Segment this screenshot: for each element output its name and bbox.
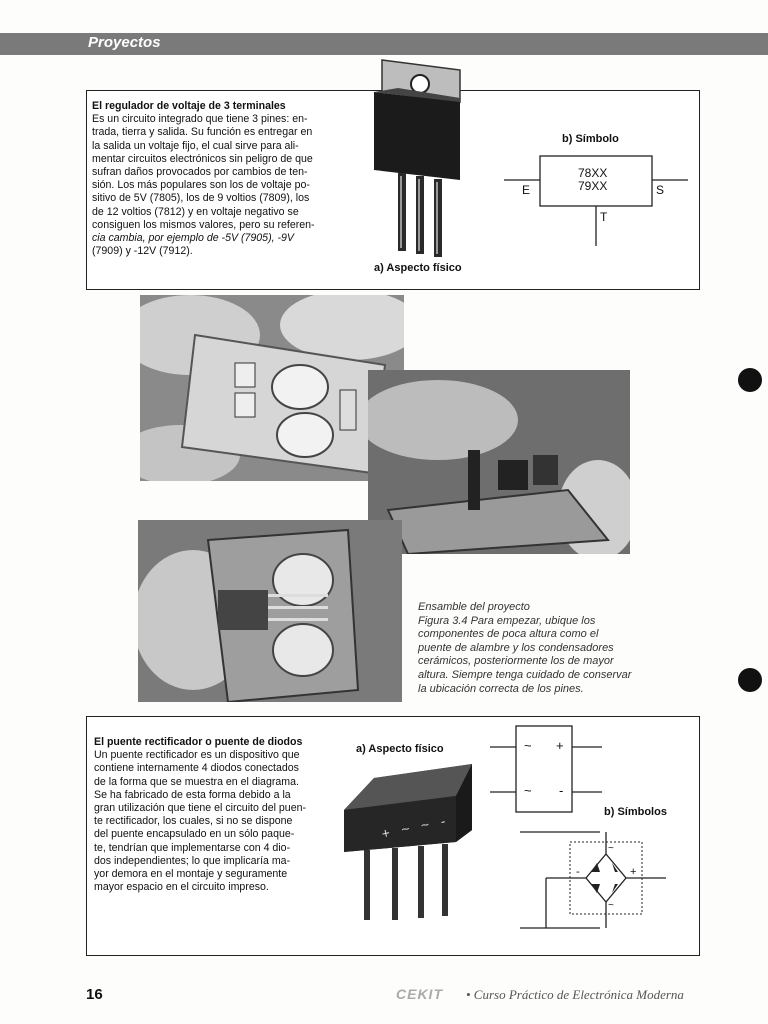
assembly-photo-1 xyxy=(140,295,404,481)
bridge-line: gran utilización que tiene el circuito del puen- xyxy=(94,802,307,815)
bridge-line: de la forma que se muestra en el diagrama. xyxy=(94,775,299,788)
bridge-line: te, tendrían que implementarse con 4 dio- xyxy=(94,841,291,854)
figure-caption xyxy=(418,601,648,696)
regulator-aspect-label: a) Aspecto físico xyxy=(374,262,462,274)
bridge-package-image xyxy=(344,760,474,932)
bridge-block-minus: - xyxy=(559,783,564,798)
regulator-line: consiguen los mismos valores, pero su referen- xyxy=(92,218,315,231)
regulator-pin-e: E xyxy=(522,183,531,197)
bridge-diode-minus: - xyxy=(576,866,580,878)
bridge-block-plus: + xyxy=(556,738,564,753)
assembly-photo-2 xyxy=(368,370,630,554)
bridge-line: contiene internamente 4 diodos conectados xyxy=(94,762,299,775)
bridge-diode-tilde-bottom: ~ xyxy=(608,900,614,911)
regulator-line: sitivo de 5V (7805), los de 9 voltios (7809), los xyxy=(92,192,310,205)
assembly-photo-3 xyxy=(138,520,402,702)
bridge-package-marks: + ~ ~ - xyxy=(380,811,451,842)
figure-caption-line: puente de alambre y los condensadores xyxy=(418,641,614,654)
regulator-pin-s: S xyxy=(656,183,665,197)
bridge-diode-tilde-top: ~ xyxy=(608,843,614,854)
regulator-line: sión. Los más populares son los de voltaje po- xyxy=(92,179,310,192)
bridge-aspect-label: a) Aspecto físico xyxy=(356,743,444,755)
bridge-symbols-label: b) Símbolos xyxy=(604,806,667,818)
bridge-line: yor demora en el montaje y seguramente xyxy=(94,868,288,881)
regulator-line: cia cambia, por ejemplo de -5V (7905), -9V xyxy=(92,232,294,245)
bridge-line: Un puente rectificador es un dispositivo que xyxy=(94,749,300,762)
regulator-line: de 12 voltios (7812) y en voltaje negativo se xyxy=(92,205,299,218)
bridge-symbols-diagram xyxy=(490,722,670,944)
regulator-symbol-78xx: 78XX xyxy=(578,166,608,180)
regulator-line: la salida un voltaje fijo, el cual sirve para ali- xyxy=(92,139,299,152)
regulator-pin-t: T xyxy=(600,210,608,224)
binder-hole-dot xyxy=(738,668,762,692)
regulator-line: Es un circuito integrado que tiene 3 pines: en- xyxy=(92,113,308,126)
bridge-text xyxy=(94,736,340,894)
bridge-diode-plus: + xyxy=(630,866,637,878)
regulator-line: mentar circuitos electrónicos sin peligro de que xyxy=(92,152,313,165)
figure-caption-line: altura. Siempre tenga cuidado de conservar xyxy=(418,668,632,681)
bridge-line: del puente encapsulado en un sólo paque- xyxy=(94,828,295,841)
bridge-block-tilde-2: ~ xyxy=(524,783,532,798)
regulator-title: El regulador de voltaje de 3 terminales xyxy=(92,100,286,112)
page-number: 16 xyxy=(86,986,103,1003)
bridge-block-tilde-1: ~ xyxy=(524,738,532,753)
section-title: Proyectos xyxy=(88,34,161,51)
brand-logo: CEKIT xyxy=(396,986,443,1002)
figure-caption-line: cerámicos, posteriormente los de mayor xyxy=(418,655,614,668)
figure-caption-line: la ubicación correcta de los pines. xyxy=(418,682,584,695)
figure-caption-line: componentes de poca altura como el xyxy=(418,628,599,641)
regulator-package-image xyxy=(368,58,468,258)
regulator-line: trada, tierra y salida. Su función es entregar en xyxy=(92,126,313,139)
bridge-line: mayor espacio en el circuito impreso. xyxy=(94,881,269,894)
bridge-title: El puente rectificador o puente de diodos xyxy=(94,736,303,748)
regulator-line: (7909) y -12V (7912). xyxy=(92,245,193,258)
regulator-line: sufran daños provocados por cambios de ten- xyxy=(92,166,308,179)
course-title: • Curso Práctico de Electrónica Moderna xyxy=(466,987,684,1002)
binder-hole-dot xyxy=(738,368,762,392)
regulator-text xyxy=(92,100,354,258)
regulator-symbol-79xx: 79XX xyxy=(578,179,608,193)
bridge-line: dos independientes; lo que implicaría ma- xyxy=(94,854,291,867)
regulator-symbol-label: b) Símbolo xyxy=(562,133,619,145)
figure-caption-title: Ensamble del proyecto xyxy=(418,601,530,613)
regulator-symbol-diagram xyxy=(504,150,692,250)
figure-caption-line: Figura 3.4 Para empezar, ubique los xyxy=(418,614,596,627)
bridge-line: te rectificador, los cuales, si no se dispone xyxy=(94,815,293,828)
bridge-line: Se ha fabricado de esta forma debido a la xyxy=(94,788,291,801)
